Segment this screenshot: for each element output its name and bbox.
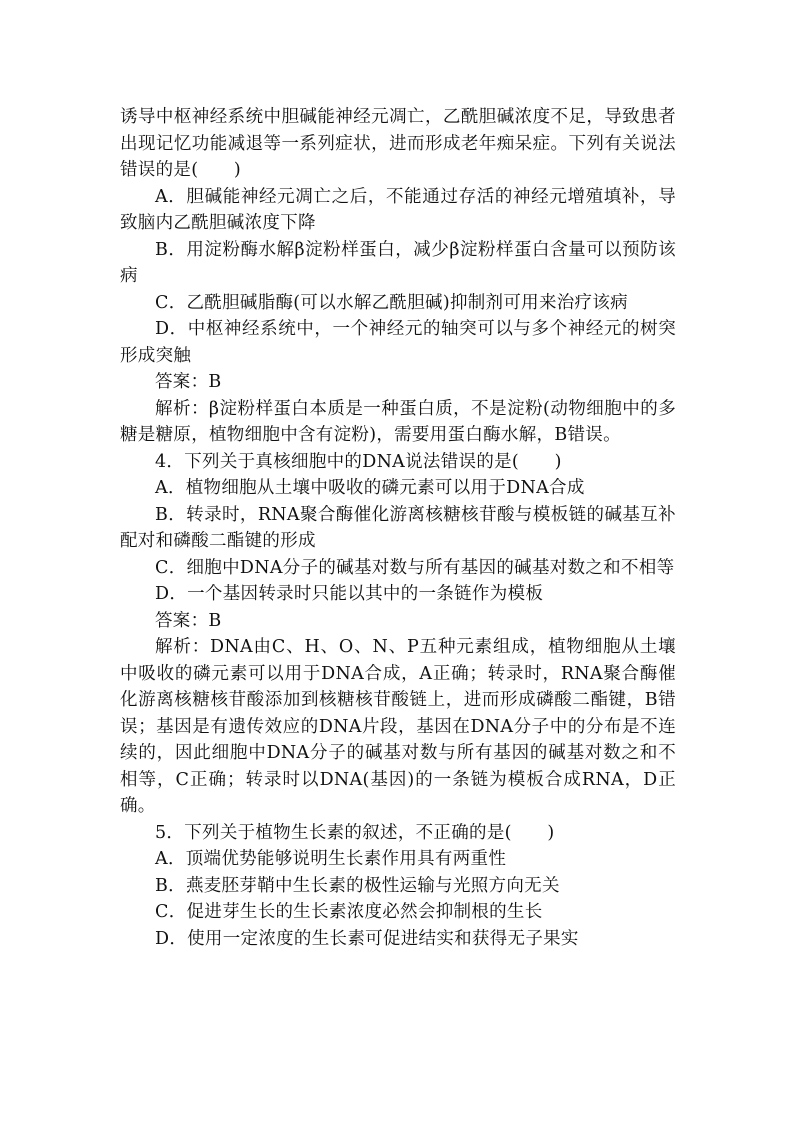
- question-3-stem-continuation: 诱导中枢神经系统中胆碱能神经元凋亡，乙酰胆碱浓度不足，导致患者出现记忆功能减退等一系列症状，进而形成老年痴呆症。下列有关说法错误的是( ): [120, 107, 676, 180]
- question-4-stem: 4．下列关于真核细胞中的DNA说法错误的是( ): [155, 451, 562, 472]
- q3-option-a: A．胆碱能神经元凋亡之后，不能通过存活的神经元增殖填补，导致脑内乙酰胆碱浓度下降: [120, 186, 676, 233]
- q4-option-b: B．转录时，RNA聚合酶催化游离核糖核苷酸与模板链的碱基互补配对和磷酸二酯键的形成: [120, 504, 676, 551]
- q5-option-c: C．促进芽生长的生长素浓度必然会抑制根的生长: [155, 902, 543, 922]
- q4-option-c: C．细胞中DNA分子的碱基对数与所有基因的碱基对数之和不相等: [155, 557, 675, 578]
- q3-option-d: D．中枢神经系统中，一个神经元的轴突可以与多个神经元的树突形成突触: [120, 319, 676, 366]
- q4-option-d: D．一个基因转录时只能以其中的一条链作为模板: [155, 584, 544, 604]
- q3-answer: 答案：B: [155, 372, 222, 392]
- q3-option-c: C．乙酰胆碱脂酶(可以水解乙酰胆碱)抑制剂可用来治疗该病: [155, 292, 628, 313]
- q3-analysis: 解析：β淀粉样蛋白本质是一种蛋白质，不是淀粉(动物细胞中的多糖是糖原，植物细胞中含有淀粉)，需要用蛋白酶水解，B错误。: [120, 398, 676, 445]
- question-5-stem: 5．下列关于植物生长素的叙述，不正确的是( ): [155, 822, 555, 843]
- q3-option-b: B．用淀粉酶水解β淀粉样蛋白，减少β淀粉样蛋白含量可以预防该病: [120, 239, 676, 286]
- q5-option-b: B．燕麦胚芽鞘中生长素的极性运输与光照方向无关: [155, 875, 560, 896]
- q5-option-a: A．顶端优势能够说明生长素作用具有两重性: [155, 849, 507, 869]
- q5-option-d: D．使用一定浓度的生长素可促进结实和获得无子果实: [155, 928, 579, 949]
- q4-option-a: A．植物细胞从土壤中吸收的磷元素可以用于DNA合成: [155, 478, 585, 498]
- document-body: [120, 104, 676, 952]
- q4-answer: 答案：B: [155, 610, 222, 631]
- q4-analysis: 解析：DNA由C、H、O、N、P五种元素组成，植物细胞从土壤中吸收的磷元素可以用于DNA合成，A正确；转录时，RNA聚合酶催化游离核糖核苷酸添加到核糖核苷酸链上，进而形成磷酸二酯键，B错误；基因是有遗传效应的DNA片段，基因在DNA分子中的分布是不连续的，因此细胞中DNA分子的碱基对数与所有基因的碱基对数之和不相等，C正确；转录时以DNA(基因)的一条链为模板合成RNA，D正确。: [120, 637, 676, 816]
